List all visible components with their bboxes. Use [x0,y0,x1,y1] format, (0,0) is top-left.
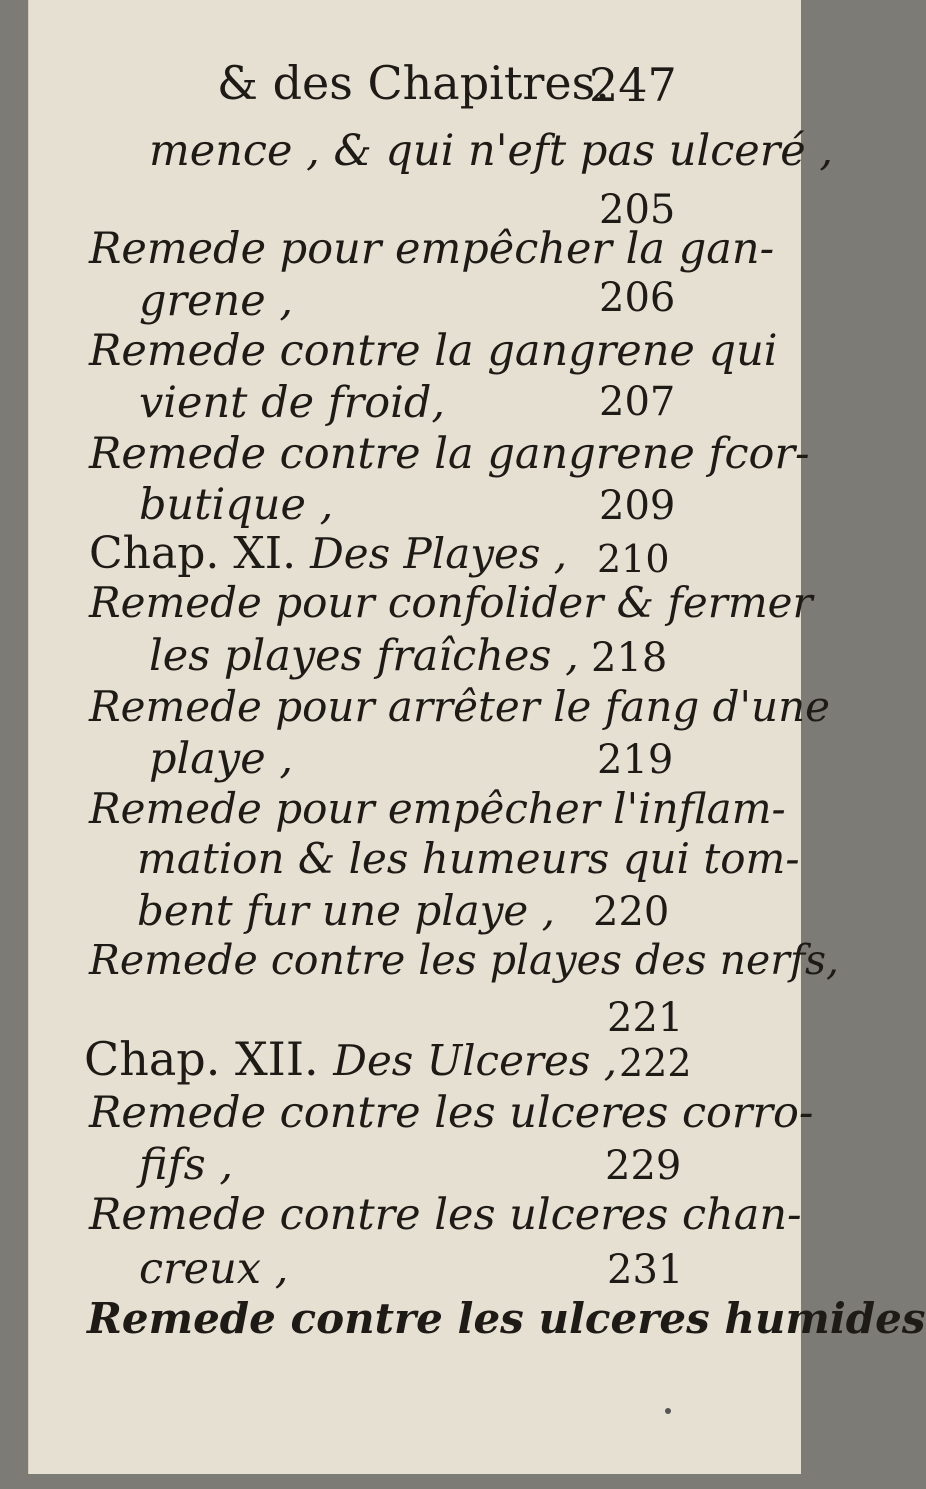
book-page [28,0,926,1474]
index-entry-page: 219 [597,737,674,783]
running-head-title: & des Chapitres. [217,56,610,110]
index-entry-page: 231 [607,1247,684,1293]
index-entry-text: Remede contre les ulceres humides [87,1294,926,1343]
chapter-heading [89,528,568,579]
index-entry-text: mence , & qui n'eft pas ulceré , [149,126,834,176]
running-head [217,56,610,110]
index-entry-line: vient de froid, [139,378,446,428]
index-entry-line: grene , [139,276,294,326]
index-entry-page: 229 [605,1143,682,1189]
chapter-title: Des Ulceres , [333,1036,618,1085]
index-entry-line: Remede contre la gangrene qui [89,326,778,376]
page-number: 247 [589,58,677,112]
index-entry-line: bent fur une playe , [137,886,555,935]
index-entry-line: Remede contre la gangrene fcor- [89,429,810,479]
index-entry-line: fifs , [139,1140,233,1190]
index-entry-page: 207 [599,379,676,425]
index-entry-line: Remede pour arrêter le fang d'une [89,682,831,731]
index-entry-line: les playes fraîches , [149,631,579,681]
index-entry-page: 209 [599,483,676,529]
index-entry-page: 210 [597,537,670,581]
index-entry-line: playe , [149,734,293,784]
index-entry-page: 218 [591,635,668,681]
chapter-number: Chap. XII. [84,1032,319,1086]
index-entry-text: Remede contre les playes des nerfs, [89,936,840,984]
index-entry-page: 206 [599,275,676,321]
index-entry-page: 221 [607,995,684,1041]
index-entry-line: butique , [139,480,334,530]
index-entry-page: 205 [599,187,676,233]
chapter-number: Chap. XI. [89,528,297,579]
index-entry-line: Remede pour confolider & fermer [89,578,813,627]
index-entry-line: creux , [139,1244,289,1294]
index-entry-page: 220 [593,889,670,935]
index-entry-line: mation & les humeurs qui tom- [137,834,800,883]
index-entry-line: Remede contre les ulceres chan- [89,1190,802,1240]
index-entry-line: Remede pour empêcher l'inflam- [89,784,786,833]
ink-speck [665,1408,671,1414]
chapter-heading [84,1032,618,1086]
chapter-title: Des Playes , [310,529,568,578]
index-entry-page: 222 [619,1041,692,1085]
index-entry-line: Remede contre les ulceres corro- [89,1088,814,1138]
index-entry-line: Remede pour empêcher la gan- [89,224,775,274]
